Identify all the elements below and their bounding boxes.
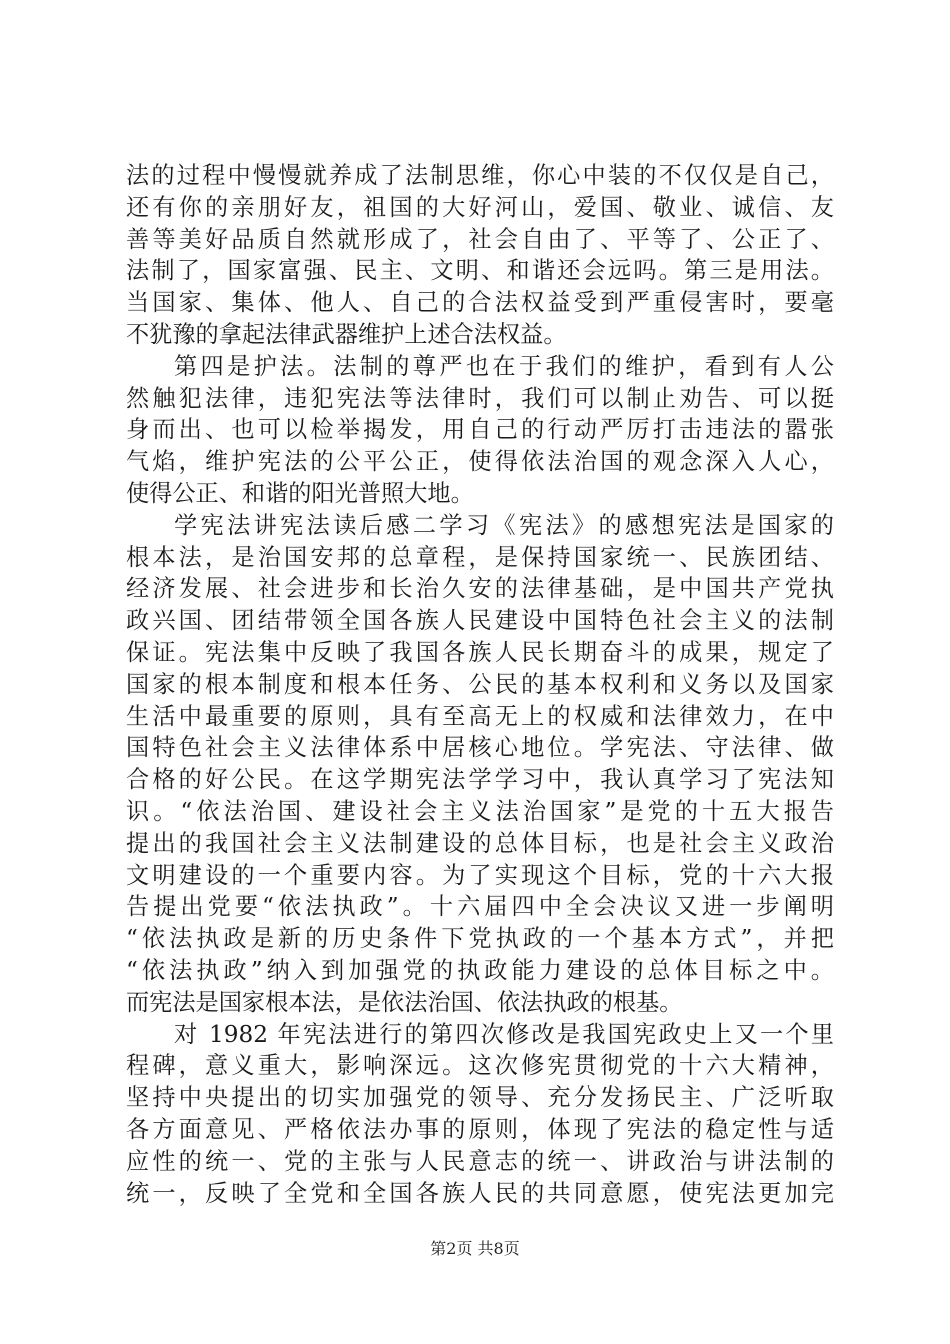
text-line: 各方面意见、严格依法办事的原则，体现了宪法的稳定性与适 xyxy=(126,1115,834,1143)
text-line: 经济发展、社会进步和长治久安的法律基础，是中国共产党执 xyxy=(126,575,834,603)
text-line: 法的过程中慢慢就养成了法制思维，你心中装的不仅仅是自己， xyxy=(126,162,834,189)
text-line: 根本法，是治国安邦的总章程，是保持国家统一、民族团结、 xyxy=(126,543,834,571)
text-line: 告提出党要“依法执政”。十六届四中全会决议又进一步阐明 xyxy=(126,893,834,921)
text-line: 然触犯法律，违犯宪法等法律时，我们可以制止劝告、可以挺 xyxy=(126,384,834,412)
document-body xyxy=(126,160,834,1209)
text-line: 当国家、集体、他人、自己的合法权益受到严重侵害时，要毫 xyxy=(126,289,834,317)
text-line: 法制了，国家富强、民主、文明、和谐还会远吗。第三是用法。 xyxy=(126,257,834,285)
paragraph-first-line: 第四是护法。法制的尊严也在于我们的维护，看到有人公 xyxy=(174,352,834,380)
paragraph-first-line: 学宪法讲宪法读后感二学习《宪法》的感想宪法是国家的 xyxy=(174,511,834,539)
text-line: 提出的我国社会主义法制建设的总体目标，也是社会主义政治 xyxy=(126,829,834,857)
text-line: 不犹豫的拿起法律武器维护上述合法权益。 xyxy=(126,320,567,348)
text-line: “依法执政”纳入到加强党的执政能力建设的总体目标之中。 xyxy=(126,956,834,984)
text-line: 还有你的亲朋好友，祖国的大好河山，爱国、敬业、诚信、友 xyxy=(126,193,834,221)
text-line: 而宪法是国家根本法，是依法治国、依法执政的根基。 xyxy=(126,988,683,1016)
text-line: “依法执政是新的历史条件下党执政的一个基本方式”，并把 xyxy=(126,925,834,953)
page-number-footer: 第2页 共8页 xyxy=(430,1239,520,1258)
text-line: 气焰，维护宪法的公平公正，使得依法治国的观念深入人心， xyxy=(126,448,834,476)
text-line: 合格的好公民。在这学期宪法学学习中，我认真学习了宪法知 xyxy=(126,766,834,794)
text-line: 应性的统一、党的主张与人民意志的统一、讲政治与讲法制的 xyxy=(126,1147,834,1175)
text-line: 坚持中央提出的切实加强党的领导、充分发扬民主、广泛听取 xyxy=(126,1084,834,1112)
text-line: 使得公正、和谐的阳光普照大地。 xyxy=(126,479,474,507)
paragraph-first-line: 对 1982 年宪法进行的第四次修改是我国宪政史上又一个里 xyxy=(174,1020,834,1048)
text-line: 生活中最重要的原则，具有至高无上的权威和法律效力，在中 xyxy=(126,702,834,730)
text-line: 善等美好品质自然就形成了，社会自由了、平等了、公正了、 xyxy=(126,225,834,253)
text-line: 国家的根本制度和根本任务、公民的基本权利和义务以及国家 xyxy=(126,670,834,698)
text-line: 识。“依法治国、建设社会主义法治国家”是党的十五大报告 xyxy=(126,797,834,825)
text-line: 保证。宪法集中反映了我国各族人民长期奋斗的成果，规定了 xyxy=(126,638,834,666)
text-line: 文明建设的一个重要内容。为了实现这个目标，党的十六大报 xyxy=(126,861,834,889)
text-line: 程碑，意义重大，影响深远。这次修宪贯彻党的十六大精神， xyxy=(126,1052,834,1080)
text-line: 国特色社会主义法律体系中居核心地位。学宪法、守法律、做 xyxy=(126,734,834,762)
text-line: 统一，反映了全党和全国各族人民的共同意愿，使宪法更加完 xyxy=(126,1179,834,1207)
text-line: 身而出、也可以检举揭发，用自己的行动严厉打击违法的嚣张 xyxy=(126,416,834,444)
text-line: 政兴国、团结带领全国各族人民建设中国特色社会主义的法制 xyxy=(126,607,834,635)
